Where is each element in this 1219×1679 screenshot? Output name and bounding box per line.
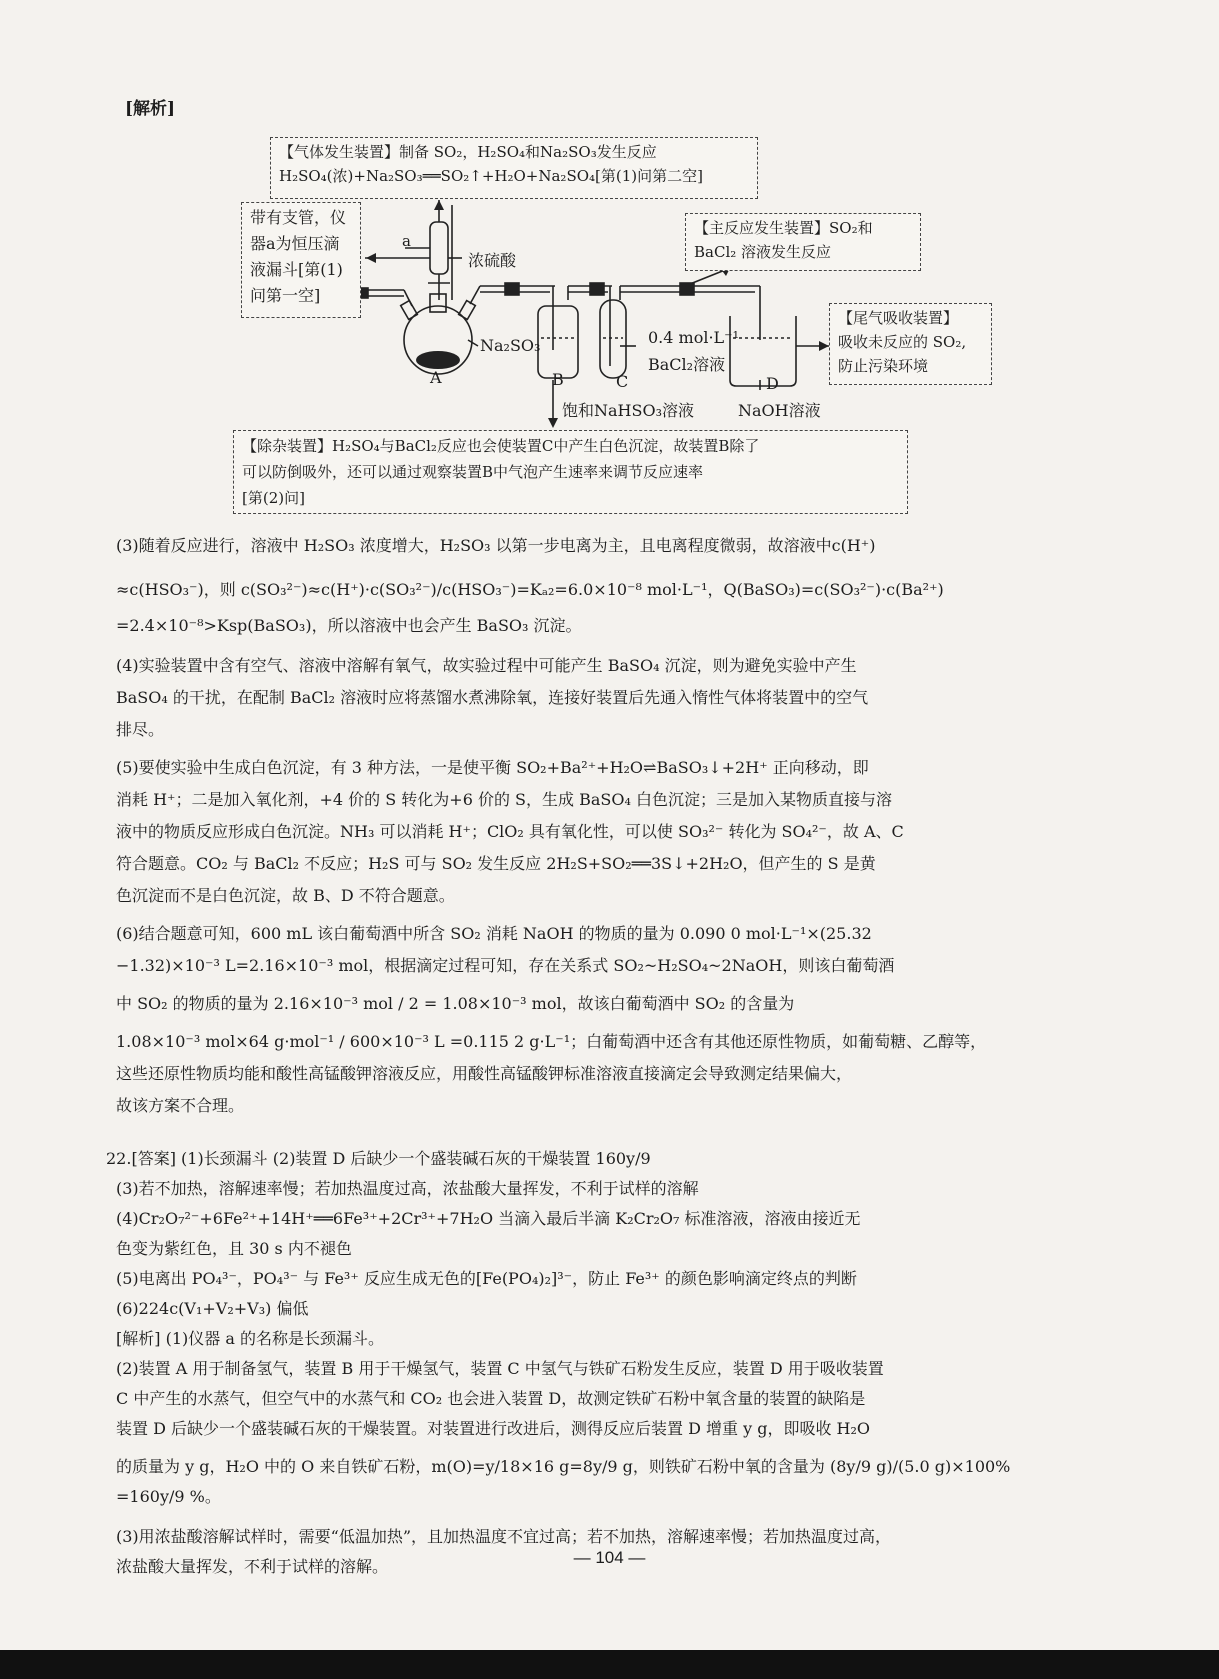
label-bacl2: BaCl₂溶液	[648, 355, 726, 374]
main-reaction-note	[685, 213, 921, 271]
sec5-line-5: 色沉淀而不是白色沉淀，故 B、D 不符合题意。	[116, 886, 455, 905]
q22-analysis-line-8: 浓盐酸大量挥发，不利于试样的溶解。	[116, 1557, 389, 1576]
impurity-note-line-1: 【除杂装置】H₂SO₄与BaCl₂反应也会使装置C中产生白色沉淀，故装置B除了	[242, 437, 760, 455]
q22-analysis-line-5: 的质量为 y g，H₂O 中的 O 来自铁矿石粉，m(O)=y/18×16 g=8y/9 g，则铁矿石粉中氧的含量为 (8y/9 g)/(5.0 g)×100%	[116, 1457, 1011, 1476]
dropping-funnel	[430, 222, 448, 274]
q22-analysis-line-6: =160y/9 %。	[116, 1487, 221, 1506]
label-na2so3: Na₂SO₃	[480, 336, 541, 355]
scan-edge	[0, 1650, 1219, 1679]
question-22-analysis	[116, 1324, 1101, 1582]
funnel-note-line-2: 器a为恒压滴	[250, 234, 340, 253]
analysis-section-5	[116, 752, 1101, 912]
analysis-section-3	[116, 530, 1101, 642]
sec3-line-1: (3)随着反应进行，溶液中 H₂SO₃ 浓度增大，H₂SO₃ 以第一步电离为主，且电离程度微弱，故溶液中c(H⁺)	[116, 536, 876, 555]
main-note-line-2: BaCl₂ 溶液发生反应	[694, 243, 832, 261]
sec6-line-1: (6)结合题意可知，600 mL 该白葡萄酒中所含 SO₂ 消耗 NaOH 的物质的量为 0.090 0 mol·L⁻¹×(25.32	[116, 924, 872, 943]
tail-gas-note	[829, 303, 992, 385]
page-number: — 104 —	[573, 1548, 646, 1567]
funnel-note	[241, 202, 361, 318]
test-tube	[600, 300, 626, 378]
analysis-tag: [解析]	[125, 99, 176, 119]
q22-analysis-line-2: (2)装置 A 用于制备氢气，装置 B 用于干燥氢气，装置 C 中氢气与铁矿石粉发生反应，装置 D 用于吸收装置	[116, 1359, 884, 1378]
sec5-line-4: 符合题意。CO₂ 与 BaCl₂ 不反应；H₂S 可与 SO₂ 发生反应 2H₂S+SO₂══3S↓+2H₂O，但产生的 S 是黄	[116, 854, 876, 873]
tail-note-line-2: 吸收未反应的 SO₂,	[838, 333, 967, 351]
sec5-line-3: 液中的物质反应形成白色沉淀。NH₃ 可以消耗 H⁺；ClO₂ 具有氧化性，可以使 SO₃²⁻ 转化为 SO₄²⁻，故 A、C	[116, 822, 904, 841]
sec6-line-5: 这些还原性物质均能和酸性高锰酸钾溶液反应，用酸性高锰酸钾标准溶液直接滴定会导致测定结果偏大，	[116, 1064, 853, 1083]
beaker	[730, 316, 796, 386]
impurity-note-line-2: 可以防倒吸外，还可以通过观察装置B中气泡产生速率来调节反应速率	[242, 463, 704, 481]
funnel-note-line-1: 带有支管，仪	[250, 208, 347, 227]
tail-note-line-1: 【尾气吸收装置】	[838, 309, 959, 327]
impurity-note-line-3: [第(2)问]	[242, 489, 305, 507]
main-note-line-1: 【主反应发生装置】SO₂和	[694, 219, 873, 237]
q22-answer-line-3: (4)Cr₂O₇²⁻+6Fe²⁺+14H⁺══6Fe³⁺+2Cr³⁺+7H₂O 当滴入最后半滴 K₂Cr₂O₇ 标准溶液，溶液由接近无	[116, 1209, 861, 1228]
funnel-note-line-3: 液漏斗[第(1)	[250, 260, 343, 279]
q22-answer-line-4: 色变为紫红色，且 30 s 内不褪色	[116, 1239, 352, 1258]
q22-answer-line-2: (3)若不加热，溶解速率慢；若加热温度过高，浓盐酸大量挥发，不利于试样的溶解	[116, 1179, 699, 1198]
label-a: a	[402, 232, 411, 250]
sec4-line-1: (4)实验装置中含有空气、溶液中溶解有氧气，故实验过程中可能产生 BaSO₄ 沉淀，则为避免实验中产生	[116, 656, 857, 675]
impurity-removal-note	[233, 430, 908, 514]
q22-analysis-line-7: (3)用浓盐酸溶解试样时，需要“低温加热”，且加热温度不宜过高；若不加热，溶解速率慢；若加热温度过高，	[116, 1527, 892, 1546]
q22-analysis-line-4: 装置 D 后缺少一个盛装碱石灰的干燥装置。对装置进行改进后，测得反应后装置 D 增重 y g，即吸收 H₂O	[116, 1419, 871, 1438]
tail-note-line-3: 防止污染环境	[838, 357, 929, 375]
sec5-line-2: 消耗 H⁺；二是加入氧化剂，+4 价的 S 转化为+6 价的 S，生成 BaSO₄ 白色沉淀；三是加入某物质直接与溶	[116, 790, 892, 809]
sec4-line-3: 排尽。	[116, 720, 165, 739]
sec4-line-2: BaSO₄ 的干扰，在配制 BaCl₂ 溶液时应将蒸馏水煮沸除氧，连接好装置后先通入惰性气体将装置中的空气	[116, 688, 869, 707]
sec6-line-2: −1.32)×10⁻³ L=2.16×10⁻³ mol，根据滴定过程可知，存在关系式 SO₂~H₂SO₄~2NaOH，则该白葡萄酒	[116, 956, 895, 975]
gas-note-line-1: 【气体发生装置】制备 SO₂，H₂SO₄和Na₂SO₃发生反应	[279, 143, 657, 161]
q22-answer-line-1: 22.[答案] (1)长颈漏斗 (2)装置 D 后缺少一个盛装碱石灰的干燥装置 160y/9	[106, 1149, 651, 1168]
gas-generator-note	[270, 137, 758, 199]
sec3-line-2: ≈c(HSO₃⁻)，则 c(SO₃²⁻)≈c(H⁺)·c(SO₃²⁻)/c(HSO₃⁻)=Kₐ₂=6.0×10⁻⁸ mol·L⁻¹，Q(BaSO₃)=c(SO₃²⁻)·c(Ba²⁺)	[116, 580, 944, 599]
sec6-line-4: 1.08×10⁻³ mol×64 g·mol⁻¹ / 600×10⁻³ L =0.115 2 g·L⁻¹；白葡萄酒中还含有其他还原性物质，如葡萄糖、乙醇等，	[116, 1032, 987, 1051]
sec5-line-1: (5)要使实验中生成白色沉淀，有 3 种方法，一是使平衡 SO₂+Ba²⁺+H₂O⇌BaSO₃↓+2H⁺ 正向移动，即	[116, 758, 869, 777]
q22-answer-line-5: (5)电离出 PO₄³⁻，PO₄³⁻ 与 Fe³⁺ 反应生成无色的[Fe(PO₄)₂]³⁻，防止 Fe³⁺ 的颜色影响滴定终点的判断	[116, 1269, 857, 1288]
sec3-line-3: =2.4×10⁻⁸>Ksp(BaSO₃)，所以溶液中也会产生 BaSO₃ 沉淀。	[116, 616, 582, 635]
funnel-note-line-4: 问第一空]	[250, 286, 321, 305]
q22-answer-line-6: (6)224c(V₁+V₂+V₃) 偏低	[116, 1299, 309, 1318]
label-nahso3: 饱和NaHSO₃溶液	[562, 401, 694, 420]
sec6-line-6: 故该方案不合理。	[116, 1096, 245, 1115]
gas-note-line-2: H₂SO₄(浓)+Na₂SO₃══SO₂↑+H₂O+Na₂SO₄[第(1)问第二空]	[279, 167, 703, 185]
label-B: B	[552, 370, 564, 389]
label-naoh: NaOH溶液	[738, 401, 821, 420]
analysis-section-4	[116, 650, 1101, 746]
label-D: D	[766, 374, 779, 393]
question-22-answer	[106, 1144, 1101, 1324]
sec6-line-3: 中 SO₂ 的物质的量为 2.16×10⁻³ mol / 2 = 1.08×10⁻³ mol，故该白葡萄酒中 SO₂ 的含量为	[116, 994, 795, 1013]
label-conc-acid: 浓硫酸	[468, 251, 517, 270]
q22-analysis-line-1: [解析] (1)仪器 a 的名称是长颈漏斗。	[116, 1329, 384, 1348]
q22-analysis-line-3: C 中产生的水蒸气，但空气中的水蒸气和 CO₂ 也会进入装置 D，故测定铁矿石粉中氧含量的装置的缺陷是	[116, 1389, 866, 1408]
gas-washing-bottle	[538, 306, 578, 378]
analysis-section-6	[116, 918, 1101, 1122]
label-concentration: 0.4 mol·L⁻¹	[648, 328, 740, 347]
label-C: C	[616, 372, 629, 391]
label-A: A	[430, 368, 442, 387]
